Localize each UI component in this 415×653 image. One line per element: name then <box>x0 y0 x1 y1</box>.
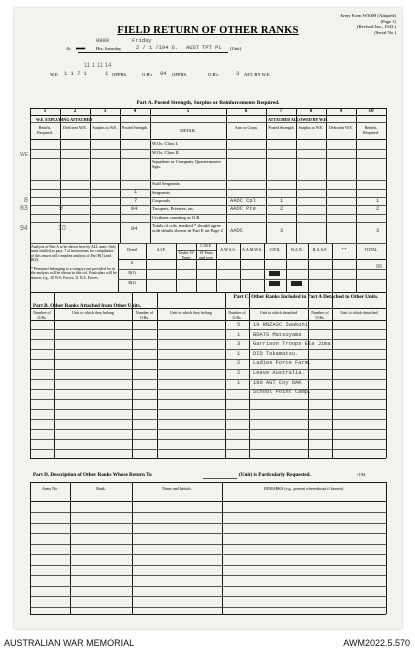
offrs2-label: OFFRS. <box>172 72 188 77</box>
grid-line <box>30 575 386 576</box>
detail-row-label: Squadron or Company Quartermaster Sgts. <box>152 159 222 170</box>
grid-line <box>30 458 386 459</box>
attached-allowed-header: ATTACHED ALLOWED BY W.E. <box>268 117 328 122</box>
pencil-mark-1: 11 1 <box>84 63 96 69</box>
col-head-surplus: Surplus to W.E. <box>92 125 118 130</box>
grid-line <box>118 259 386 260</box>
part-d-unit-blank <box>203 478 237 479</box>
unit-label: (Unit) <box>230 46 242 51</box>
footer-institution: AUSTRALIAN WAR MEMORIAL <box>4 638 135 648</box>
grid-line <box>30 243 31 292</box>
part-d-col-head: Army No. <box>41 486 59 491</box>
column-number: 4 <box>133 109 137 114</box>
grid-line <box>249 292 250 458</box>
typed-unit: AUST TPT PL <box>186 45 222 51</box>
part-d-col-head: Name and Initials. <box>162 486 192 491</box>
grid-line <box>30 359 386 360</box>
grid-line <box>240 243 241 292</box>
grid-line <box>60 108 61 243</box>
part-c-number: 1 <box>237 331 241 338</box>
grid-line <box>30 292 386 293</box>
analysis-total: 88 <box>376 264 382 270</box>
part-c-number: 2 <box>237 360 241 367</box>
serial-label: (Serial No.) <box>374 29 396 35</box>
part-c-unit: School Point Camp. <box>253 389 312 396</box>
grid-line <box>30 329 386 330</box>
grid-line <box>266 108 267 243</box>
grid-line <box>308 243 309 292</box>
column-number: 5 <box>186 109 190 114</box>
column-number: 3 <box>103 109 107 114</box>
grid-line <box>150 108 151 243</box>
cpl-posted: 7 <box>134 198 138 204</box>
typed-day: Friday <box>132 38 152 44</box>
column-number: 10 <box>368 109 374 114</box>
grid-line <box>132 482 133 614</box>
analysis-col-head: Detail <box>127 247 137 252</box>
total-corps: AAOC <box>230 228 243 234</box>
grid-line <box>30 409 386 410</box>
total-deficient: 10 <box>58 225 66 232</box>
col-head-detail: DETAIL <box>180 128 196 133</box>
typed-we-offrs: 1 <box>105 71 109 77</box>
part-d-col-head: REMARKS (e.g., present whereabouts if known). <box>264 486 344 491</box>
grid-line <box>30 320 386 321</box>
blacked-cell <box>291 281 302 286</box>
grid-line <box>30 533 386 534</box>
struck-hour: 0000 <box>76 46 86 51</box>
grid-line <box>30 139 386 140</box>
at-underline <box>78 52 228 53</box>
part-c-unit: Garrison Troops Eta Jima. <box>253 341 334 348</box>
analysis-col-head: R.A.A.F. <box>312 247 328 252</box>
detail-row-label: W.Os. Class I. <box>152 141 179 146</box>
pencil-mark-2: 11 14 <box>97 63 112 69</box>
grid-line <box>30 292 31 458</box>
detail-row-label: Totals of cols. marked * should agree with details shown in Part E on Page 2 <box>152 223 223 234</box>
typed-att: 3 <box>236 71 240 77</box>
grid-line <box>225 292 226 458</box>
column-number: 1 <box>43 109 47 114</box>
grid-line <box>356 243 357 292</box>
blacked-cell <box>269 271 280 276</box>
analysis-col-head: 19 Years and over <box>199 250 213 260</box>
cpl-left: 8 <box>24 197 28 204</box>
archive-footer <box>0 636 415 653</box>
footer-accession-number: AWM2022.5.570 <box>343 638 410 648</box>
part-d-date: /194 <box>357 472 366 477</box>
part-d-col-head: Rank. <box>96 486 106 491</box>
pte-deficient: 9 <box>59 205 63 212</box>
grid-line <box>386 108 387 243</box>
grid-line <box>30 614 386 615</box>
total-left: 94 <box>20 225 28 232</box>
right-cpl: 1 <box>376 198 380 204</box>
pte-posted: 84 <box>131 206 138 212</box>
grid-line <box>30 544 386 545</box>
part-b-title: Part B. Other Ranks Attached from Other Units. <box>33 303 141 309</box>
grid-line <box>157 292 158 458</box>
part-bc-col-head: Unit to which they belong <box>72 310 114 315</box>
grid-line <box>326 108 327 243</box>
grid-line <box>30 122 386 123</box>
analysis-col-head: A.I.F. <box>156 247 166 252</box>
col-head-deficient: Deficient W.E. <box>63 125 87 130</box>
analysis-col-head: TOTAL <box>364 247 378 252</box>
army-form-number: Army Form W3009 (Adapted) <box>339 13 396 18</box>
analysis-row-label: A <box>130 260 134 265</box>
analysis-note-2: * Personnel belonging to a category not provided for in the analysis will be shown in this col. Particulars will be shown, e.g., 20 W.S. Forces, 11 N.Z. Forces. <box>31 267 117 280</box>
part-bc-col-head: Number of O.Rs. <box>135 310 154 320</box>
grid-line <box>132 292 133 458</box>
part-c-unit: Leave Australia. <box>253 370 305 376</box>
part-c-number: 2 <box>237 370 241 376</box>
grid-line <box>30 115 386 116</box>
typed-hour: 0900 <box>96 38 109 44</box>
army-form-page: (Page 1) <box>380 18 396 24</box>
grid-line <box>118 269 386 270</box>
typed-date: 2 / 1 /194 6. <box>136 45 179 51</box>
col-head-reinfts: Reinfts. Required. <box>37 125 53 135</box>
analysis-col-head: B.A.N. <box>291 247 303 252</box>
grid-line <box>30 419 386 420</box>
cpl-corps: AAOC Cpl <box>230 198 256 204</box>
typed-we-number: 1 1 7 1 <box>64 71 87 77</box>
grid-line <box>332 292 333 458</box>
pte-corps: AAOC Pte <box>230 206 256 212</box>
grid-line <box>54 292 55 458</box>
part-bc-col-head: Number of O.Rs. <box>228 310 246 320</box>
analysis-col-head: * * <box>341 247 347 252</box>
or2-label: O.R's <box>208 72 219 77</box>
part-bc-col-head: Number of O.Rs. <box>33 310 51 320</box>
grid-line <box>176 250 216 251</box>
grid-line <box>30 482 31 614</box>
column-number: 8 <box>309 109 313 114</box>
blacked-cell <box>269 281 280 286</box>
part-c-title: Part C. Other Ranks Included in Part A Detached to Other Units. <box>233 294 379 300</box>
grid-line <box>386 243 387 292</box>
or-label: O.R's <box>142 72 153 77</box>
grid-line <box>216 243 217 292</box>
grid-line <box>30 399 386 400</box>
grid-line <box>30 339 386 340</box>
part-c-unit: 160 AGT Coy DAK <box>253 379 302 386</box>
att-label: ATT. BY W.E. <box>244 72 271 77</box>
grid-line <box>30 501 386 502</box>
grid-line <box>30 308 386 309</box>
pte-left: 83 <box>20 205 28 212</box>
grid-line <box>30 429 386 430</box>
analysis-col-head: A.A.M.W.S. <box>242 247 262 252</box>
part-c-number: 1 <box>237 350 241 357</box>
grid-line <box>146 243 147 292</box>
grid-line <box>30 439 386 440</box>
part-c-number: 5 <box>237 322 241 328</box>
column-number: 7 <box>279 109 283 114</box>
analysis-col-head: A.W.A.S. <box>220 247 236 252</box>
grid-line <box>286 243 287 292</box>
grid-line <box>30 369 386 370</box>
total-attached: 3 <box>280 228 284 234</box>
grid-line <box>296 108 297 243</box>
grid-line <box>30 108 31 243</box>
col-head-reinfts-att: Reinfts. Required. <box>363 125 379 135</box>
grid-line <box>386 482 387 614</box>
column-number: 9 <box>339 109 343 114</box>
part-c-number: 1 <box>237 379 241 386</box>
detail-row-label: Staff Sergeants <box>152 181 180 186</box>
analysis-note: Analysis of Part A to be shown here by ALL arms. Only units entitled as para. 7 of instructions for compilation of this return will complete analysis of Part B(1) and B(2). <box>31 245 117 262</box>
column-number: 2 <box>73 109 77 114</box>
form-title: FIELD RETURN OF OTHER RANKS <box>117 25 299 36</box>
analysis-row-label: B(1) <box>128 270 136 275</box>
we-margin-mark: WE <box>20 152 29 158</box>
typed-we-or: 94 <box>160 71 167 77</box>
part-d-title-2: (Unit) is Particularly Requested. <box>239 472 311 478</box>
detail-row-label: Corporals <box>152 198 171 203</box>
right-total: 3 <box>376 228 380 234</box>
part-d-title: Part D. Description of Other Ranks Whose Return To <box>33 472 152 478</box>
pte-attached: 2 <box>280 206 284 212</box>
column-number: 6 <box>244 109 248 114</box>
col-head-deficient-att: Deficient W.E. <box>329 125 353 130</box>
analysis-col-head: Under 19 Years <box>178 250 194 260</box>
detail-row-label: Sergeants <box>152 190 170 195</box>
offrs-label: OFFRS. <box>112 72 128 77</box>
grid-line <box>30 379 386 380</box>
hrs-label: Hrs. Saturday <box>96 46 122 51</box>
grid-line <box>30 449 386 450</box>
grid-line <box>70 482 71 614</box>
grid-line <box>30 523 386 524</box>
cmf-label: C.M.F. <box>200 243 212 248</box>
cpl-attached: 1 <box>280 198 284 204</box>
part-bc-col-head: Unit to which detached <box>259 310 298 315</box>
grid-line <box>118 279 386 280</box>
total-posted: 84 <box>131 226 138 232</box>
we-label: W.E. <box>50 72 60 77</box>
detail-row-label: W.Os. Class II. <box>152 150 180 155</box>
grid-line <box>30 586 386 587</box>
detail-row-label: Civilians counting as O.R. <box>152 215 201 220</box>
grid-line <box>120 108 121 243</box>
grid-line <box>30 512 386 513</box>
col-head-arm: Arm or Corps <box>234 125 258 130</box>
grid-line <box>222 482 223 614</box>
grid-line <box>30 554 386 555</box>
col-head-posted: Posted Strength. <box>121 125 149 130</box>
part-c-number: 3 <box>237 341 241 348</box>
detail-row-label: Troopers, Privates, etc. <box>152 206 195 211</box>
grid-line <box>30 565 386 566</box>
grid-line <box>386 292 387 458</box>
grid-line <box>332 243 333 292</box>
analysis-col-head: CIVIL <box>269 247 281 252</box>
sgt-posted: 1 <box>134 189 138 195</box>
grid-line <box>90 108 91 243</box>
grid-line <box>308 292 309 458</box>
grid-line <box>30 349 386 350</box>
part-c-unit: Ladies Force Farm. <box>253 360 312 367</box>
form-sheet <box>14 8 402 629</box>
part-bc-col-head: Unit to which they belong <box>170 310 212 315</box>
grid-line <box>356 108 357 243</box>
grid-line <box>30 607 386 608</box>
part-c-unit: 19 RNZASC Iwakuni <box>253 322 308 328</box>
part-c-unit: BDATS Matsuyama <box>253 331 302 338</box>
analysis-row-label: B(2) <box>128 280 136 285</box>
at-label: At <box>66 46 71 51</box>
col-head-surplus-att: Surplus to W.E. <box>298 125 324 130</box>
col-head-posted-att: Posted Strength <box>268 125 294 130</box>
part-bc-col-head: Unit to which detached <box>340 310 378 315</box>
grid-line <box>264 243 265 292</box>
grid-line <box>30 389 386 390</box>
part-a-title: Part A. Posted Strength, Surplus or Reinforcements Required. <box>136 100 280 106</box>
grid-line <box>30 596 386 597</box>
part-c-unit: DID Takamatsu. <box>253 350 299 357</box>
right-pte: 2 <box>376 206 380 212</box>
grid-line <box>226 108 227 243</box>
grid-line <box>30 243 386 244</box>
army-form-revised: (Revised Jan., 1943.) <box>357 24 396 30</box>
grid-line <box>30 482 386 483</box>
part-bc-col-head: Number of O.Rs. <box>311 310 329 320</box>
we-excluding-attached: W.E. EXPLUDING ATTACHED <box>36 117 93 122</box>
